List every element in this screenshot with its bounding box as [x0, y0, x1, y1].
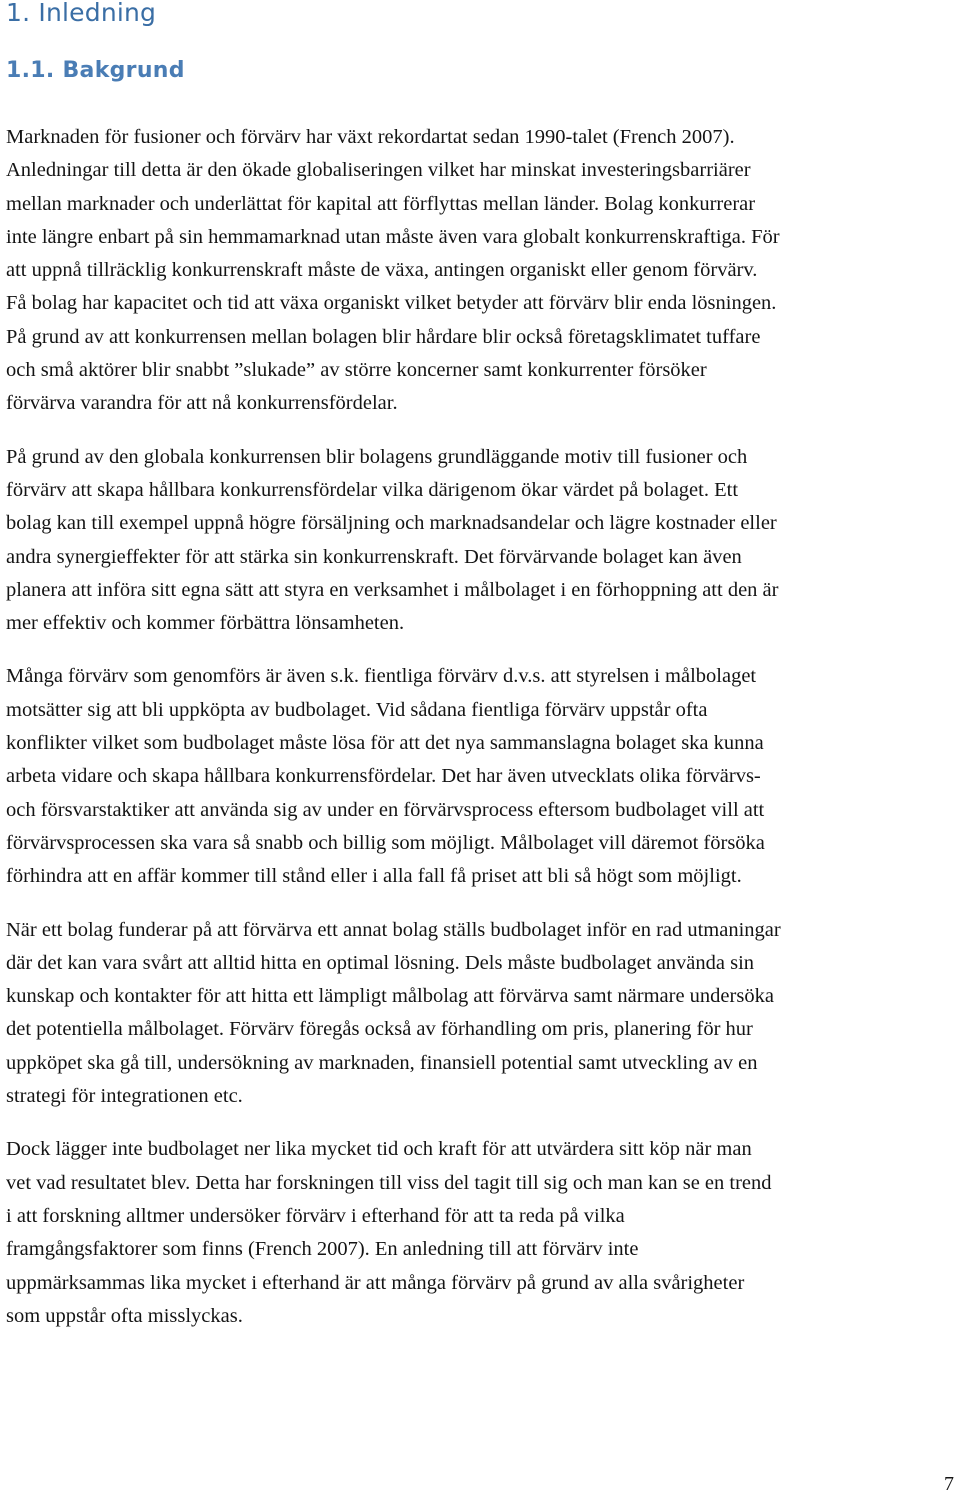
paragraph-4 [6, 914, 958, 1114]
text-line: där det kan vara svårt att alltid hitta en optimal lösning. Dels måste budbolaget använda sin [6, 951, 755, 974]
page-number: 7 [944, 1473, 954, 1495]
text-line: arbeta vidare och skapa hållbara konkurrensfördelar. Det har även utvecklats olika förvärvs- [6, 765, 761, 788]
text-line: Marknaden för fusioner och förvärv har växt rekordartat sedan 1990-talet (French 2007). [6, 126, 735, 148]
text-line: andra synergieffekter för att stärka sin konkurrenskraft. Det förvärvande bolaget kan även [6, 545, 742, 568]
paragraph-2 [6, 441, 958, 641]
text-line: mellan marknader och underlättat för kapital att förflyttas mellan länder. Bolag konkurrerar [6, 192, 756, 215]
text-line: bolag kan till exempel uppnå högre försäljning och marknadsandelar och lägre kostnader eller [6, 512, 777, 535]
text-line: i att forskning alltmer undersöker förvärv i efterhand för att ta reda på vilka [6, 1204, 625, 1227]
text-line: och små aktörer blir snabbt ”slukade” av större koncerner samt konkurrenter försöker [6, 359, 707, 382]
text-line: mer effektiv och kommer förbättra lönsamheten. [6, 612, 405, 635]
chapter-heading: 1. Inledning [6, 0, 157, 27]
paragraph-3 [6, 660, 958, 893]
text-line: På grund av att konkurrensen mellan bolagen blir hårdare blir också företagsklimatet tuffare [6, 325, 761, 348]
paragraph-1 [6, 121, 958, 421]
text-line: planera att införa sitt egna sätt att styra en verksamhet i målbolaget i en förhoppning att den är [6, 578, 779, 601]
text-line: förhindra att en affär kommer till stånd eller i alla fall få priset att bli så högt som möjligt. [6, 865, 742, 888]
text-line: Anledningar till detta är den ökade globaliseringen vilket har minskat investeringsbarriärer [6, 159, 751, 182]
text-line: förvärva varandra för att nå konkurrensfördelar. [6, 392, 398, 415]
text-line: förvärv att skapa hållbara konkurrensfördelar vilka därigenom ökar värdet på bolaget. Ett [6, 478, 739, 501]
text-line: På grund av den globala konkurrensen blir bolagens grundläggande motiv till fusioner och [6, 445, 748, 468]
text-line: Få bolag har kapacitet och tid att växa organiskt vilket betyder att förvärv blir enda lösningen. [6, 292, 777, 315]
text-line: kunskap och kontakter för att hitta ett lämpligt målbolag att förvärva samt närmare undersöka [6, 985, 774, 1008]
text-line: motsätter sig att bli uppköpta av budbolaget. Vid sådana fientliga förvärv uppstår ofta [6, 698, 708, 721]
text-line: Dock lägger inte budbolaget ner lika mycket tid och kraft för att utvärdera sitt köp när man [6, 1138, 752, 1161]
text-line: framgångsfaktorer som finns (French 2007). En anledning till att förvärv inte [6, 1238, 639, 1261]
text-line: att uppnå tillräcklig konkurrenskraft måste de växa, antingen organiskt eller genom förvärv. [6, 259, 758, 282]
text-line: som uppstår ofta misslyckas. [6, 1304, 243, 1327]
text-line: och försvarstaktiker att använda sig av under en förvärvsprocess eftersom budbolaget vill att [6, 798, 765, 821]
body-text [6, 121, 958, 1353]
text-line: förvärvsprocessen ska vara så snabb och billig som möjligt. Målbolaget vill däremot försöka [6, 831, 765, 854]
paragraph-5 [6, 1133, 958, 1333]
text-line: Många förvärv som genomförs är även s.k. fientliga förvärv d.v.s. att styrelsen i målbolaget [6, 665, 757, 688]
text-line: inte längre enbart på sin hemmamarknad utan måste även vara globalt konkurrenskraftiga. För [6, 225, 780, 248]
text-line: vet vad resultatet blev. Detta har forskningen till viss del tagit till sig och man kan se en trend [6, 1171, 772, 1194]
text-line: det potentiella målbolaget. Förvärv föregås också av förhandling om pris, planering för hur [6, 1018, 753, 1041]
text-line: När ett bolag funderar på att förvärva ett annat bolag ställs budbolaget inför en rad utmaningar [6, 918, 781, 941]
text-line: uppmärksammas lika mycket i efterhand är att många förvärv på grund av alla svårigheter [6, 1271, 745, 1294]
section-heading: 1.1. Bakgrund [6, 58, 185, 83]
text-line: strategi för integrationen etc. [6, 1085, 243, 1108]
text-line: konflikter vilket som budbolaget måste lösa för att det nya sammanslagna bolaget ska kunna [6, 732, 764, 755]
text-line: uppköpet ska gå till, undersökning av marknaden, finansiell potential samt utveckling av en [6, 1051, 758, 1074]
